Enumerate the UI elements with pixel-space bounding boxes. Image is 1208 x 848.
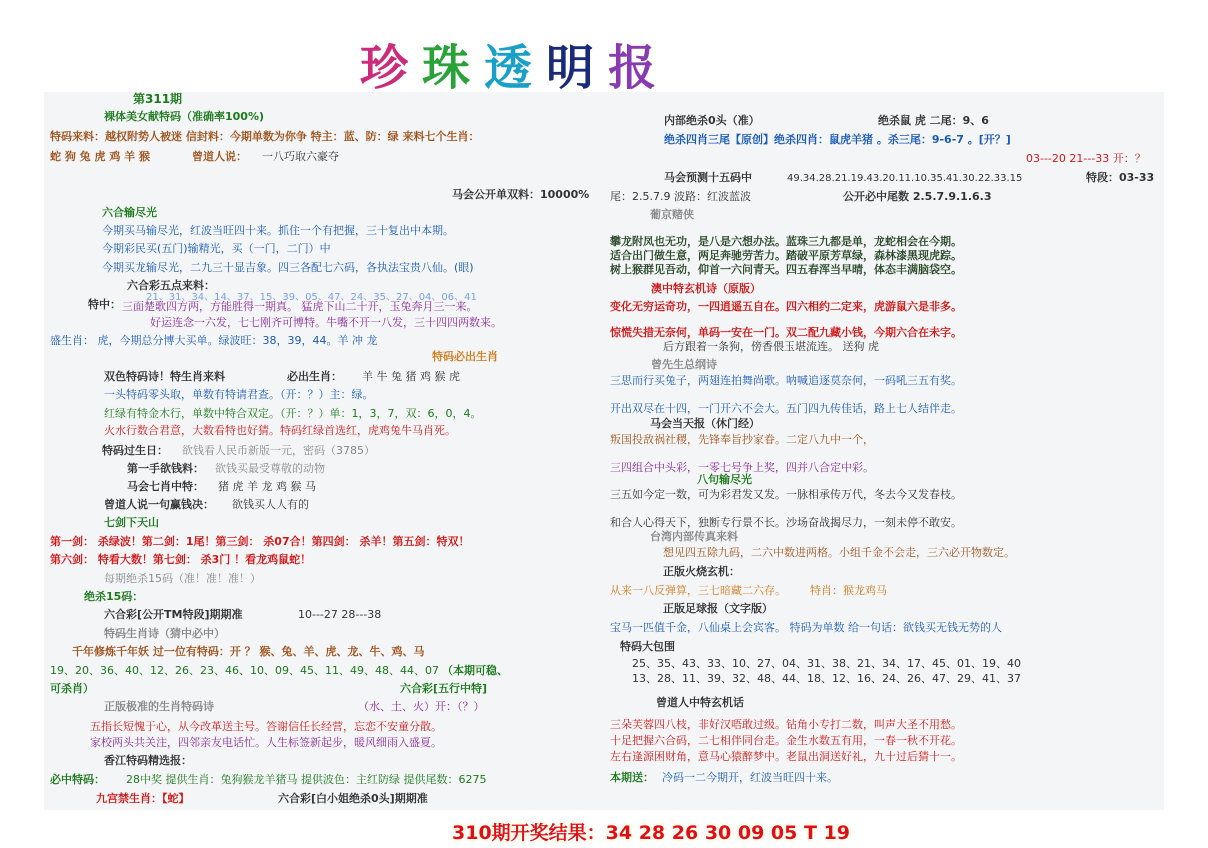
text-line: 特肖：猴龙鸡马 <box>810 584 887 597</box>
text-line: 马会公开单双料：10000% <box>452 188 590 201</box>
section-heading: 曾先生总纲诗 <box>651 358 717 371</box>
text-line: 从来一八反弹算，三七暗藏二六存。 <box>610 584 786 597</box>
section-heading: 澳中特玄机诗（原版） <box>651 282 761 295</box>
section-heading: 六合输尽光 <box>102 206 157 219</box>
section-heading: 六合彩[白小姐绝杀0头]期期准 <box>278 792 428 805</box>
section-heading: 正版火烧玄机： <box>663 565 740 578</box>
text-line: 公开必中尾数 2.5.7.9.1.6.3 <box>843 190 992 203</box>
number-list: 25、35、43、33、10、27、04、31、38、21、34、17、45、01、19、40 <box>632 657 1021 670</box>
section-heading: 内部绝杀0头（准） <box>664 114 760 127</box>
section-heading: 葡京赌侠 <box>650 208 694 221</box>
section-heading: 正版极准的生肖特码诗 <box>104 700 214 713</box>
text-line: 三四组合中头彩，一零七号争上奖，四并八合定中彩。 <box>610 461 874 474</box>
section-heading: 特码生肖诗（猜中必中） <box>104 627 225 640</box>
text-label: 特中： <box>88 298 121 311</box>
section-heading: 台湾内部传真来料 <box>650 530 738 543</box>
text-line: 家校两头共关注，四邻亲友电话忙。人生标签新起步，暖风细雨入盛夏。 <box>90 736 442 749</box>
text-line: 绝杀四肖三尾【原创】绝杀四肖：鼠虎羊猪 。杀三尾：9-6-7 。[开？] <box>664 133 1011 146</box>
number-list: 21、31、34、14、37、15、39、05、47、24、35、27、04、06、41 <box>146 292 477 303</box>
section-heading: 马会预测十五码中 <box>664 171 752 184</box>
section-heading: 双色特码诗！特生肖来料 <box>104 370 225 383</box>
text-line: 盛生肖： 虎，今期总分博大买单。绿波旺：38，39，44。羊 冲 龙 <box>50 334 378 347</box>
section-heading: 七剑下天山 <box>104 516 159 529</box>
text-line: 第六剑： 特看大数！第七剑： 杀3门 ！看龙鸡鼠蛇！ <box>50 553 312 566</box>
text-label: 必出生肖： <box>287 370 342 383</box>
text-line: 适合出门做生意，两足奔驰劳苦力。踏破平原芳草绿，森林漆黑现虎踪。 <box>610 249 962 262</box>
text-label: 本期送： <box>610 771 654 784</box>
number-list: 49.34.28.21.19.43.20.11.10.35.41.30.22.33.15 <box>787 173 1023 184</box>
text-line: 每期绝杀15码（准！准！准！） <box>104 572 261 585</box>
text-line: 28中奖 提供生肖：兔狗猴龙羊猪马 提供波色：主红防绿 提供尾数：6275 <box>126 773 487 786</box>
text-line: 10---27 28---38 <box>298 608 382 621</box>
text-line: 红绿有特金木行，单数中特合双定。（开：？）单：1，3，7，双：6，0，4。 <box>104 407 482 420</box>
text-line: 九宫禁生肖：【蛇】 <box>96 792 190 805</box>
text-line: 千年修炼千年妖 过一位有特码：开 ？ 猴、兔、羊、虎、龙、牛、鸡、马 <box>72 645 425 658</box>
text-line: 惊慌失措无奈何，单码一安在一门。双二配九藏小钱，今期六合在未字。 <box>610 326 962 339</box>
text-line: 后方跟着一条狗，傍香偎玉堪流连。 送狗 虎 <box>663 340 879 353</box>
text-line: 今期彩民买(五门)输精光，买（一门，二门）中 <box>102 242 331 255</box>
text-label: 必中特码： <box>50 773 105 786</box>
title-char: 珍 <box>360 40 423 96</box>
number-list: 19、20、36、40、12、26、23、46、10、09、45、11、49、48、44、07 <box>50 664 439 677</box>
section-heading: 六合彩[公开TM特段]期期准 <box>104 608 243 621</box>
text-line: 尾：2.5.7.9 波路：红波蓝波 <box>610 190 751 203</box>
section-heading: 特码大包围 <box>620 640 675 653</box>
text-line: 树上猴群见吾动，仰首一六问青天。四五春浑当早晴，体态丰满脑袋空。 <box>610 263 962 276</box>
text-line: 变化无穷运奇功，一四逍遥五自在。四六相约二定来，虎游鼠六是非多。 <box>610 300 962 313</box>
draw-result: 310期开奖结果：34 28 26 30 09 05 T 19 <box>452 822 851 844</box>
text-line: 冷码一二今期开，红波当旺四十来。 <box>662 771 838 784</box>
text-line: 欲钱买最受尊敬的动物 <box>215 462 325 475</box>
text-line: 特段：03-33 <box>1086 171 1155 184</box>
text-line: 三面楚歌四方两，方能胜得一期真。 猛虎下山二十开，玉兔奔月三一来。 <box>122 300 478 313</box>
text-line: 好运连念一六发，七七刚齐可博特。牛嘴不开一八发，三十四四两数来。 <box>150 316 502 329</box>
section-heading: 香江特码精选报： <box>104 754 192 767</box>
text-label: 特码过生日： <box>102 444 168 457</box>
text-line: 和合人心得天下，独断专行景不长。沙场奋战揭尽力，一刻未停不敢安。 <box>610 516 962 529</box>
section-heading: 特码必出生肖 <box>432 350 498 363</box>
text-line: 猪 虎 羊 龙 鸡 猴 马 <box>218 480 316 493</box>
page-title <box>360 40 670 96</box>
text-line: 欲钱看人民币新版一元，密码（3785） <box>182 444 375 457</box>
section-heading: 六合彩五点来料： <box>127 279 215 292</box>
text-line: 想见四五除九码，二六中数进两格。小组千金不会走，三六必开物数定。 <box>663 546 1015 559</box>
section-heading: 六合彩[五行中特] <box>400 682 488 695</box>
issue-number: 第311期 <box>133 92 183 106</box>
text-line: 火水行数合君意，大数看特也好猜。特码红绿首选红，虎鸡兔牛马肖死。 <box>104 424 456 437</box>
text-line: 特码来料：越权附势人被迷 信封料：今期单数为你争 特主：蓝、防：绿 来料七个生肖： <box>50 130 480 143</box>
text-line: 十足把握六合码，二七相伴同台走。金生水数五有用，一春一秋不开花。 <box>610 734 962 747</box>
section-heading: 裸体美女献特码（准确率100%) <box>104 110 265 123</box>
text-line: 宝马一匹值千金，八仙桌上会宾客。 特码为单数 给一句话：欲钱买无钱无势的人 <box>610 621 1002 634</box>
section-heading: 八句输尽光 <box>697 473 752 486</box>
text-line: 可杀肖） <box>50 682 94 695</box>
text-line: 今期买马输尽光，红波当旺四十来。抓住一个有把握，三十复出中本期。 <box>102 224 454 237</box>
text-label: 曾道人说： <box>192 150 247 163</box>
text-line: 三朵芙蓉四八枝，非好汉唔敢过级。钻角小专打二数，叫声大圣不用愁。 <box>610 718 962 731</box>
text-line: 羊 牛 兔 猪 鸡 猴 虎 <box>362 370 460 383</box>
text-line: 开出双尽在十四，一门开六不会大。五门四九传佳话，路上七人结伴走。 <box>610 402 962 415</box>
text-line: 攀龙附凤也无功，是八是六想办法。蓝珠三九都是单，龙蛇相会在今期。 <box>610 235 962 248</box>
text-line: 蛇 狗 兔 虎 鸡 羊 猴 <box>50 150 150 163</box>
text-line: 五指长短愧于心，从今改革送主号。答谢信任长经营，忘恋不安童分散。 <box>90 720 442 733</box>
section-heading: 绝杀15码： <box>84 590 144 603</box>
section-heading: 马会当天报（休门经） <box>650 417 760 430</box>
title-char: 透 <box>484 40 547 96</box>
text-line: 03---20 21---33 开：？ <box>1026 152 1146 165</box>
title-char: 报 <box>608 40 671 96</box>
text-line: 三五如今定一数，可为彩君发又发。一脉相承传万代，冬去今又发春枝。 <box>610 488 962 501</box>
text-line: 左右逢源困财角，意马心猿醉梦中。老鼠出洞送好礼，九十过后猜十一。 <box>610 750 962 763</box>
text-label: 马会七肖中特： <box>127 480 204 493</box>
text-line: 三思而行买兔子，两翅连拍舞尚歌。呐喊追逐莫奈何，一码吼三五有奖。 <box>610 374 962 387</box>
text-line: 第一剑： 杀绿波！第二剑：1尾！第三剑： 杀07合！第四剑： 杀羊！第五剑：特双！ <box>50 535 470 548</box>
text-label: 曾道人说一句赢钱决： <box>104 498 214 511</box>
text-label: 第一手欲钱料： <box>127 462 204 475</box>
text-line: 今期买龙输尽光，二九三十显吉象。四三各配七六码，各执法宝贵八仙。(眼) <box>102 261 474 274</box>
title-char: 明 <box>546 40 609 96</box>
section-heading: 正版足球报（文字版） <box>663 602 773 615</box>
text-line: 一头特码零头取，单数有特请君查。（开：？）主：绿。 <box>104 388 374 401</box>
title-char: 珠 <box>422 40 485 96</box>
number-list: 13、28、11、39、32、48、44、18、12、16、24、26、47、29、41、37 <box>632 672 1021 685</box>
text-line: 绝杀鼠 虎 二尾：9、6 <box>878 114 989 127</box>
text-line: （水、土、火）开：（？） <box>358 700 485 713</box>
text-line: 叛国投敌祸社稷，先锋奉旨抄家眷。二定八九中一个， <box>610 433 874 446</box>
section-heading: 曾道人中特玄机话 <box>656 696 744 709</box>
text-line: （本期可稳、 <box>442 664 508 677</box>
text-line: 一八巧取六豪夺 <box>262 150 339 163</box>
text-line: 欲钱买人人有的 <box>232 498 309 511</box>
